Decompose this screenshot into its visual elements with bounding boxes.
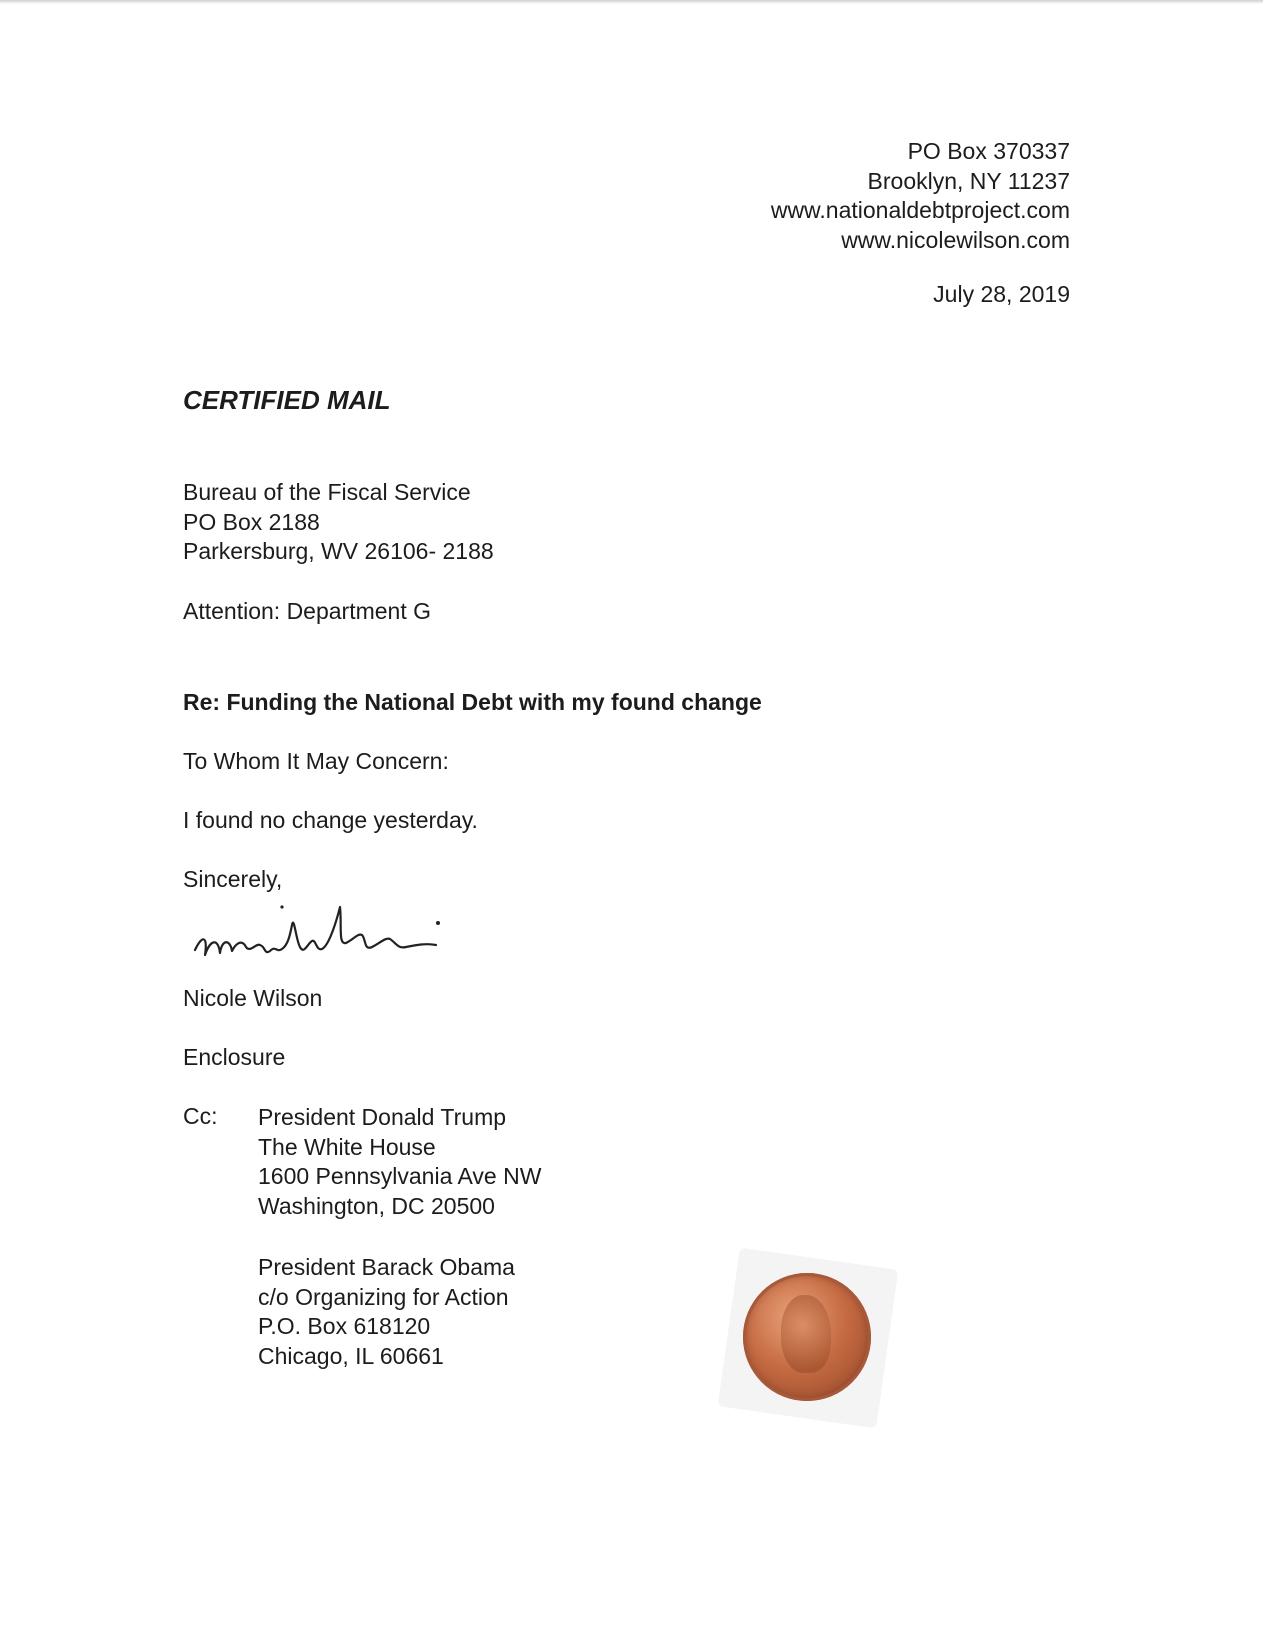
cc-recipient-1-street: 1600 Pennsylvania Ave NW	[258, 1163, 542, 1189]
handwritten-signature	[190, 895, 460, 975]
body-text: I found no change yesterday.	[183, 807, 478, 833]
recipient-po-box: PO Box 2188	[183, 508, 320, 535]
cc-recipient-2-street: P.O. Box 618120	[258, 1313, 431, 1339]
cc-recipient-1-org: The White House	[258, 1133, 436, 1160]
subject-line: Re: Funding the National Debt with my found change	[183, 689, 762, 715]
sender-website-2: www.nicolewilson.com	[841, 226, 1070, 253]
taped-penny	[728, 1258, 888, 1418]
cc-label: Cc:	[183, 1103, 218, 1129]
closing: Sincerely,	[183, 866, 283, 892]
scan-edge	[0, 0, 1263, 4]
recipient-city: Parkersburg, WV 26106- 2188	[183, 538, 494, 564]
letter-date: July 28, 2019	[933, 281, 1070, 307]
cc-recipient-1-name: President Donald Trump	[258, 1104, 507, 1130]
cc-recipient-1-city: Washington, DC 20500	[258, 1192, 495, 1219]
recipient-name: Bureau of the Fiscal Service	[183, 479, 471, 505]
sender-po-box: PO Box 370337	[907, 138, 1070, 164]
signer-name: Nicole Wilson	[183, 985, 323, 1011]
cc-recipient-1	[258, 1103, 541, 1221]
salutation: To Whom It May Concern:	[183, 748, 449, 774]
sender-address	[771, 137, 1070, 255]
penny-coin-icon	[743, 1273, 871, 1401]
certified-mail-heading: CERTIFIED MAIL	[183, 385, 391, 415]
enclosure-note: Enclosure	[183, 1044, 286, 1070]
recipient-address	[183, 478, 494, 567]
cc-recipient-2-org: c/o Organizing for Action	[258, 1283, 509, 1310]
cc-recipient-2-city: Chicago, IL 60661	[258, 1342, 444, 1369]
cc-recipient-2-name: President Barack Obama	[258, 1254, 515, 1280]
sender-website-1: www.nationaldebtproject.com	[770, 197, 1070, 223]
sender-city: Brooklyn, NY 11237	[867, 167, 1070, 194]
cc-recipient-2	[258, 1253, 515, 1371]
attention-line: Attention: Department G	[183, 598, 432, 624]
